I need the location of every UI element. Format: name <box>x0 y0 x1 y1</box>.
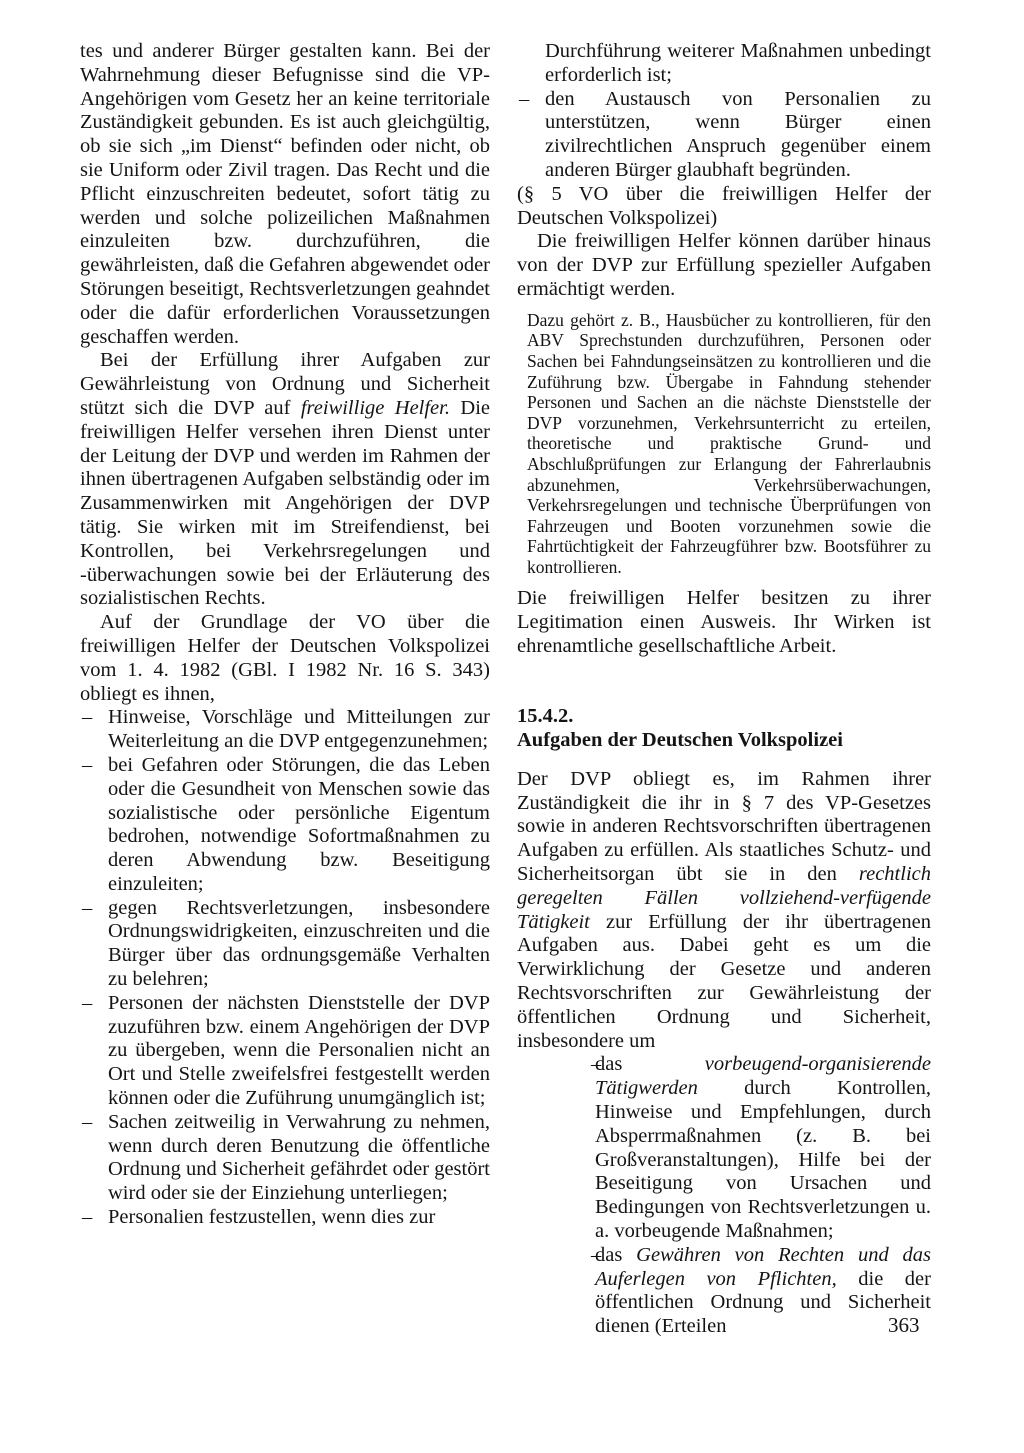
text-run: zur Erfüllung der ihr übertragenen Aufgaben aus. Dabei geht es um die Verwirklichung der Gesetze und anderen Rechtsvorschriften zur Gewährleistung der öffentlichen Ordnung und Sicherheit, insbesondere um <box>517 910 931 1052</box>
emphasis-text: rechtlich geregelten Fällen vollziehend-verfügende Tätigkeit <box>517 863 931 933</box>
paragraph-intro: tes und anderer Bürger gestalten kann. Bei der Wahrnehmung dieser Befugnisse sind die VP-Angehörigen vom Gesetz her an keine territoriale Zuständigkeit gebunden. Es ist auch gleichgültig, ob sie sich „im Dienst“ befinden oder nicht, ob sie Uniform oder Zivil tragen. Das Recht und die Pflicht einzuschreiten bedeutet, sofort tätig zu werden und solche polizeilichen Maßnahmen einzuleiten bzw. durchzuführen, die gewährleisten, daß die Gefahren abgewendet oder Störungen beseitigt, Rechtsverletzungen geahndet oder die dafür erforderlichen Voraussetzungen geschaffen werden. <box>80 40 490 348</box>
section-title: Aufgaben der Deutschen Volkspolizei <box>517 728 843 751</box>
section-heading <box>517 704 931 752</box>
list-item: – Sachen zeitweilig in Verwahrung zu nehmen, wenn durch deren Benutzung die öffentliche Ordnung und Sicherheit gefährdet oder gestört wird oder sie der Einziehung unterliegen; <box>80 1111 490 1206</box>
list-item: – den Austausch von Personalien zu unterstützen, wenn Bürger einen zivilrechtlichen Anspruch gegenüber einem anderen Bürger glaubhaft begründen. <box>517 88 931 183</box>
text-run: die der öffentlichen Ordnung und Sicherheit dienen (Erteilen <box>595 1267 931 1338</box>
list-item-continuation: Durchführung weiterer Maßnahmen unbedingt erforderlich ist; <box>545 40 931 86</box>
paragraph-special-tasks: Die freiwilligen Helfer können darüber hinaus von der DVP zur Erfüllung spezieller Aufgaben ermächtigt werden. <box>517 230 931 300</box>
list-item <box>567 1053 931 1243</box>
dvp-duties-list <box>517 1053 931 1339</box>
paragraph-freiwillige-helfer <box>80 349 490 611</box>
emphasis-text: Gewähren von Rechten und das Auferlegen von Pflichten, <box>595 1243 932 1290</box>
section-number: 15.4.2. <box>517 704 574 727</box>
small-print-paragraph: Dazu gehört z. B., Hausbücher zu kontrollieren, für den ABV Sprechstunden durchzuführen, Personen oder Sachen bei Fahndungseinsätzen zu kontrollieren und die Zuführung bzw. Übergabe in Fahndung stehender Personen und Sachen an die nächste Dienststelle der DVP vorzunehmen, Verkehrsunterricht zu erteilen, theoretische und praktische Grund- und Abschlußprüfungen zur Erlangung der Fahrerlaubnis abzunehmen, Verkehrsüberwachungen, Verkehrsregelungen und technische Überprüfungen von Fahrzeugen und Booten vorzunehmen sowie die Fahrtüchtigkeit der Fahrzeugführer bzw. Bootsführer zu kontrollieren. <box>527 309 931 577</box>
list-item: – bei Gefahren oder Störungen, die das Leben oder die Gesundheit von Menschen sowie das sozialistische oder persönliche Eigentum bedrohen, notwendige Sofortmaßnahmen zu deren Abwendung bzw. Beseitigung einzuleiten; <box>80 754 490 897</box>
duties-list <box>80 706 490 1230</box>
list-item: – Hinweise, Vorschläge und Mitteilungen zur Weiterleitung an die DVP entgegenzunehmen; <box>80 706 490 754</box>
left-column <box>80 40 490 1230</box>
page-number: 363 <box>888 1313 920 1337</box>
emphasis-text: freiwillige Helfer. <box>300 396 450 419</box>
text-run: Bei der Erfüllung ihrer Aufgaben zur Gewährleistung von Ordnung und Sicherheit stützt sich die DVP auf <box>80 349 490 419</box>
paragraph-dvp-duties <box>517 768 931 1054</box>
list-item: – gegen Rechtsverletzungen, insbesondere Ordnungswidrigkeiten, einzuschreiten und die Bürger über das ordnungsgemäße Verhalten zu belehren; <box>80 897 490 992</box>
right-column <box>517 40 931 1339</box>
list-item: – Personen der nächsten Dienststelle der DVP zuzuführen bzw. einem Angehörigen der DVP zu übergeben, wenn die Personalien nicht an Ort und Stelle zweifelsfrei festgestellt werden können oder die Zuführung unumgänglich ist; <box>80 992 490 1111</box>
duties-list-continued <box>517 88 931 183</box>
emphasis-text: vorbeugend-organisierende Tätigwerden <box>595 1053 931 1100</box>
text-run: das <box>595 1053 705 1076</box>
paragraph-vo-grundlage: Auf der Grundlage der VO über die freiwilligen Helfer der Deutschen Volkspolizei vom 1. 4. 1982 (GBl. I 1982 Nr. 16 S. 343) obliegt es ihnen, <box>80 611 490 705</box>
paragraph-legitimation: Die freiwilligen Helfer besitzen zu ihrer Legitimation einen Ausweis. Ihr Wirken ist ehrenamtliche gesellschaftliche Arbeit. <box>517 587 931 658</box>
list-item <box>567 1244 931 1339</box>
text-run: durch Kontrollen, Hinweise und Empfehlungen, durch Absperrmaßnahmen (z. B. bei Großveranstaltungen), Hilfe bei der Beseitigung von Ursachen und Bedingungen von Rechtsverletzungen u. a. vorbeugende Maßnahmen; <box>595 1077 931 1243</box>
list-item: – Personalien festzustellen, wenn dies zur <box>80 1206 490 1230</box>
text-run: Der DVP obliegt es, im Rahmen ihrer Zuständigkeit die ihr in § 7 des VP-Gesetzes sowie in anderen Rechtsvorschriften übertragenen Aufgaben zu erfüllen. Als staatliches Schutz- und Sicherheitsorgan übt sie in den <box>517 767 931 886</box>
text-run: Die freiwilligen Helfer versehen ihren Dienst unter der Leitung der DVP und werden im Rahmen der ihnen übertragenen Aufgaben selbständig oder im Zusammenwirken mit Angehörigen der DVP tätig. Sie wirken mit im Streifendienst, bei Kontrollen, bei Verkehrsregelungen und -überwachungen sowie bei der Erläuterung des sozialistischen Rechts. <box>80 396 490 610</box>
text-run: das <box>595 1243 637 1266</box>
citation: (§ 5 VO über die freiwilligen Helfer der Deutschen Volkspolizei) <box>517 182 931 229</box>
